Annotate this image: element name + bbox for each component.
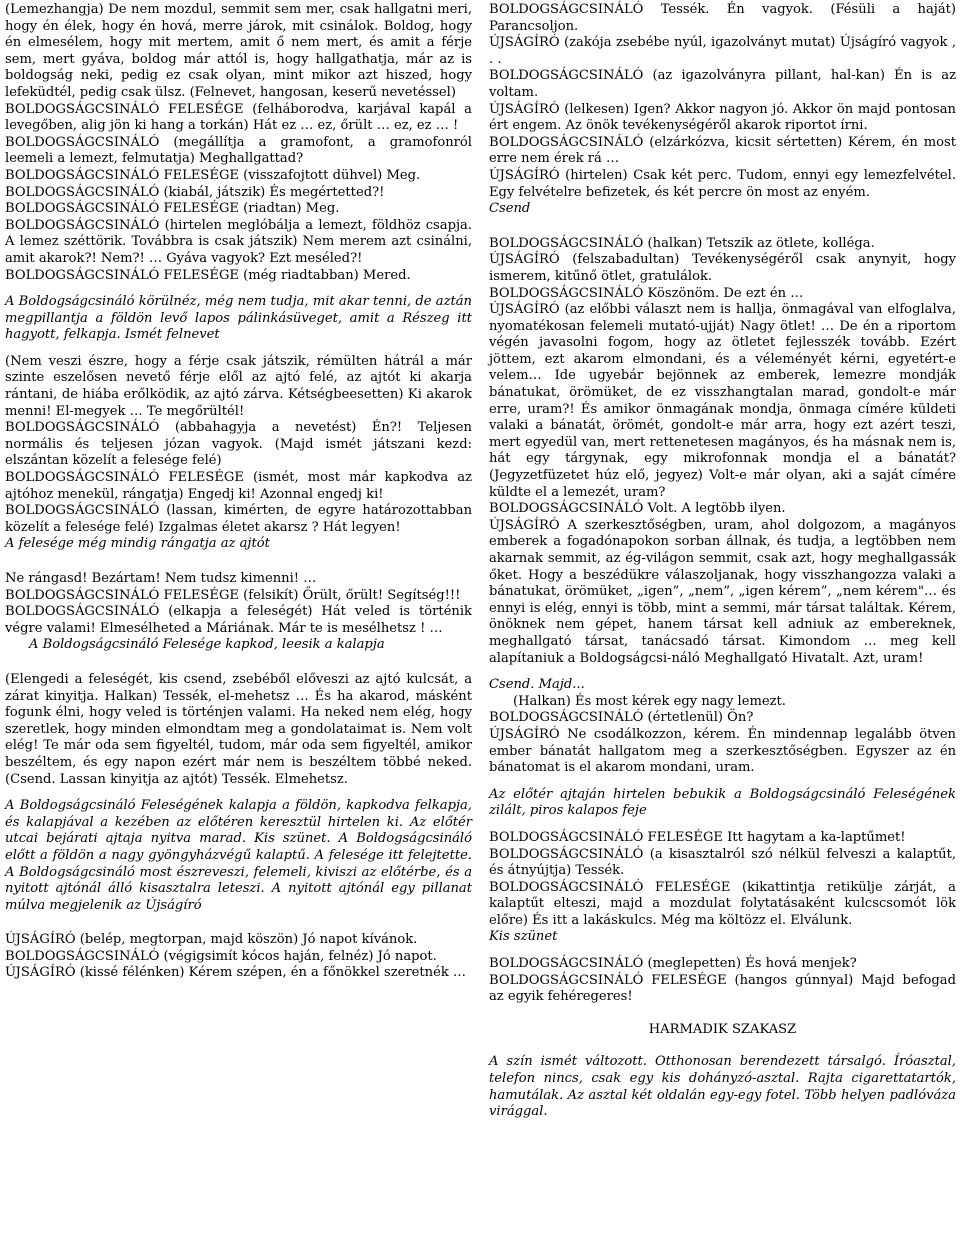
paragraph: ÚJSÁGÍRÓ (hirtelen) Csak két perc. Tudom, ennyi egy lemezfelvétel. Egy felvételre befizetek, és két percre ön most az enyém. <box>489 167 956 200</box>
paragraph: (Halkan) És most kérek egy nagy lemezt. <box>513 693 786 709</box>
paragraph: BOLDOGSÁGCSINÁLÓ (elzárkózva, kicsit sértetten) Kérem, én most erre nem érek rá … <box>489 134 956 167</box>
stage-direction: A felesége még mindig rángatja az ajtót <box>5 536 270 552</box>
paragraph: BOLDOGSÁGCSINÁLÓ FELESÉGE (visszafojtott dühvel) Meg. <box>5 167 421 183</box>
paragraph: ÚJSÁGÍRÓ (az előbbi választ nem is hallja, önmagával van elfoglalva, nyomatékosan felemeli mutató-ujját) Nagy ötlet! … De én a riportom végén javasolni fogom, hogy az ötletet fejlesszék tovább. Ezért jöttem, ezt akarom elmondani, és a véleményét kérni, egyetért-e velem… Ide ugyebár bejönnek az emberek, lemezre mondják bánatukat, örömüket, de ez visszhangtalan marad, gondolt-e már erre, uram?! És amikor önmagának mondja, önmaga címére küldeti valaki a bánatát, örömét, gondolt-e már arra, hogy ezt azért teszi, mert egyedül van, mert rettenetesen magányos, és ha másnak nem is, hát egy tárgynak, egy mikrofonnak mondja el a bánatát? (Jegyzetfüzetet húz elő, jegyez) Volt-e már olyan, aki a saját címére küldte el a lemezét, uram? <box>489 302 956 500</box>
stage-direction: A szín ismét változott. Otthonosan berendezett társalgó. Íróasztal, telefon nincs, csak egy kis dohányzó-asztal. Rajta cigarettatartók, hamutálak. Az asztal két oldalán egy-egy fotel. Több helyen padlóváza virággal. <box>489 1054 956 1120</box>
paragraph: ÚJSÁGÍRÓ (zakója zsebébe nyúl, igazolványt mutat) Újságíró vagyok , . . <box>489 35 956 67</box>
paragraph: (Nem veszi észre, hogy a férje csak játszik, rémülten hátrál a már szinte eszelősen nevető férje elől az ajtó felé, az ajtót ki akarja rántani, de hiába erőlködik, az ajtó zárva. Kétségbeesetten) Ki akarok menni! El-megyek … Te megőrültél! <box>5 353 472 419</box>
paragraph: ÚJSÁGÍRÓ (kissé félénken) Kérem szépen, én a főnökkel szeretnék … <box>5 965 467 981</box>
paragraph: ÚJSÁGÍRÓ (felszabadultan) Tevékenységéről csak anynyit, hogy ismerem, kitűnő ötlet, gratulálok. <box>489 252 956 284</box>
paragraph: BOLDOGSÁGCSINÁLÓ Volt. A legtöbb ilyen. <box>489 501 786 517</box>
paragraph: ÚJSÁGÍRÓ A szerkesztőségben, uram, ahol dolgozom, a magányos emberek a fogadónapokon sorban állnak, és tudja, a legtöbben nem akarnak semmit, az ég-világon semmit, csak azt, hogy meghallgassák őket. Hogy a beszédükre válaszoljanak, hogy visszhangozza valaki a bánatukat, örömüket, „igen”, „nem”, „igen kérem”, „nem kérem"… és ennyi is elég, ennyi is több, mint a semmi, már társat találtak. Kérem, önöknek nem gépet, hanem társat kell adniuk az embereknek, meghallgató társat, tanácsadó társat. Kimondom … meg kell alapítaniuk a Boldogságcsi-náló Meghallgató Hivatalt. Azt, uram! <box>489 517 956 666</box>
paragraph: BOLDOGSÁGCSINÁLÓ (a kisasztalról szó nélkül felveszi a kalaptűt, és átnyújtja) Tessék. <box>489 846 956 879</box>
stage-direction: A Boldogságcsináló Feleségének kalapja a földön, kapkodva felkapja, és kalapjával a kezében az előtéren keresztül hirtelen ki. Az előtér utcai bejárati ajtaja nyitva marad. Kis szünet. A Boldogságcsináló előtt a földön a nagy gyöngyházvégű kalaptű. A felesége itt felejtette. A Boldogságcsináló most észreveszi, felemeli, kiviszi az előtérbe, és a nyitott ajtónál álló kisasztalra leteszi. A nyitott ajtónál egy pillanat múlva megjelenik az Újságíró <box>5 798 472 913</box>
stage-direction: A Boldogságcsináló Felesége kapkod, leesik a kalapja <box>29 637 385 653</box>
right-column <box>489 2 956 1121</box>
paragraph: BOLDOGSÁGCSINÁLÓ FELESÉGE Itt hagytam a ka-laptűmet! <box>489 829 906 845</box>
section-heading: HARMADIK SZAKASZ <box>648 1021 797 1037</box>
stage-direction: Csend <box>489 201 531 217</box>
paragraph: BOLDOGSÁGCSINÁLÓ Tessék. Én vagyok. (Fésüli a haját) Parancsoljon. <box>489 2 956 34</box>
stage-direction: Csend. Majd... <box>489 677 585 693</box>
paragraph: BOLDOGSÁGCSINÁLÓ (megállítja a gramofont, a gramofonról leemeli a lemezt, felmutatja) Meghallgattad? <box>5 134 472 167</box>
paragraph: BOLDOGSÁGCSINÁLÓ FELESÉGE (felsikít) Őrült, őrült! Segítség!!! <box>5 587 461 603</box>
paragraph: BOLDOGSÁGCSINÁLÓ (meglepetten) És hová menjek? <box>489 956 857 972</box>
paragraph: BOLDOGSÁGCSINÁLÓ Köszönöm. De ezt én … <box>489 285 804 301</box>
paragraph: BOLDOGSÁGCSINÁLÓ FELESÉGE (kikattintja retikülje zárját, a kalaptűt elteszi, majd a mozdulat folytatásaként kulcscsomót lök előre) És itt a lakáskulcs. Még ma költözz el. Elválunk. <box>489 879 956 928</box>
stage-direction: A Boldogságcsináló körülnéz, még nem tudja, mit akar tenni, de aztán megpillantja a földön levő lapos pálinkásüveget, amit a Részeg itt hagyott, felkapja. Ismét felnevet <box>5 294 472 343</box>
paragraph: BOLDOGSÁGCSINÁLÓ (végigsimít kócos haján, felnéz) Jó napot. <box>5 948 437 964</box>
paragraph: (Lemezhangja) De nem mozdul, semmit sem mer, csak hallgatni meri, hogy én élek, hogy én hová, merre járok, mit csinálok. Boldog, hogy én elmesélem, hogy mit mertem, amit ő nem mert, és amit a férje sem, mert gyáva, boldog már attól is, hogy hallgathatja, már az is boldogság neki, pedig ez csak olyan, mint mikor azt hiszed, hogy lefeküdtél, pedig csak ülsz. (Felnevet, hangosan, keserű nevetéssel) <box>5 2 472 100</box>
paragraph: BOLDOGSÁGCSINÁLÓ FELESÉGE (ismét, most már kapkodva az ajtóhoz menekül, rángatja) Engedj ki! Azonnal engedj ki! <box>5 470 472 502</box>
left-column <box>5 2 472 982</box>
paragraph: BOLDOGSÁGCSINÁLÓ (hirtelen meglóbálja a lemezt, földhöz csapja. A lemez széttörik. Továbbra is csak játszik) Nem merem azt csinálni, amit akarok?! Nem?! … Gyáva vagyok? Ezt meséled?! <box>5 217 472 266</box>
paragraph: ÚJSÁGÍRÓ (lelkesen) Igen? Akkor nagyon jó. Akkor ön majd pontosan ért engem. Az önök tevékenységéről akarok riportot írni. <box>489 101 956 134</box>
paragraph: ÚJSÁGÍRÓ (belép, megtorpan, majd köszön) Jó napot kívánok. <box>5 932 418 948</box>
paragraph: BOLDOGSÁGCSINÁLÓ (értetlenül) Ön? <box>489 710 754 726</box>
paragraph: BOLDOGSÁGCSINÁLÓ (lassan, kimérten, de egyre határozottabban közelít a felesége felé) Izgalmas életet akarsz ? Hát legyen! <box>5 503 472 535</box>
paragraph: BOLDOGSÁGCSINÁLÓ FELESÉGE (riadtan) Meg. <box>5 201 340 217</box>
paragraph: BOLDOGSÁGCSINÁLÓ FELESÉGE (még riadtabban) Mered. <box>5 267 411 283</box>
paragraph: BOLDOGSÁGCSINÁLÓ FELESÉGE (felháborodva, karjával kapál a levegőben, alig jön ki hang a torkán) Hát ez … ez, őrült … ez, ez … ! <box>5 101 472 134</box>
paragraph: BOLDOGSÁGCSINÁLÓ (kiabál, játszik) És megértetted?! <box>5 184 385 200</box>
paragraph: BOLDOGSÁGCSINÁLÓ (halkan) Tetszik az ötlete, kolléga. <box>489 235 875 251</box>
paragraph: BOLDOGSÁGCSINÁLÓ FELESÉGE (hangos gúnnyal) Majd befogad az egyik fehéregeres! <box>489 972 956 1005</box>
paragraph: (Elengedi a feleségét, kis csend, zsebéből előveszi az ajtó kulcsát, a zárat kinyitja. Halkan) Tessék, el-mehetsz … És ha akarod, másként fogunk élni, hogy veled is történjen valami. Ha neked nem elég, hogy szeretlek, hogy minden elmondtam meg a gondolataimat is. Nem volt elég! Te már oda sem figyeltél, tudom, már oda sem figyeltél, amikor beszéltem, és egy napon ezért már nem is beszéltem többé neked. (Csend. Lassan kinyitja az ajtót) Tessék. Elmehetsz. <box>5 671 472 787</box>
stage-direction: Kis szünet <box>489 929 558 945</box>
stage-direction: Az előtér ajtaján hirtelen bebukik a Boldogságcsináló Feleségének zilált, piros kalapos feje <box>489 786 956 819</box>
paragraph: Ne rángasd! Bezártam! Nem tudsz kimenni! … <box>5 571 317 586</box>
paragraph: BOLDOGSÁGCSINÁLÓ (az igazolványra pillant, hal-kan) Én is az voltam. <box>489 68 956 100</box>
paragraph: BOLDOGSÁGCSINÁLÓ (elkapja a feleségét) Hát veled is történik végre valami! Elmesélheted a Máriának. Már te is mesélhetsz ! … <box>5 604 472 636</box>
paragraph: ÚJSÁGÍRÓ Ne csodálkozzon, kérem. Én mindennap legalább ötven ember bánatát hallgatom meg a szerkesztőségben. Egyszer az én bánatomat is el akarom mondani, uram. <box>489 726 956 776</box>
paragraph: BOLDOGSÁGCSINÁLÓ (abbahagyja a nevetést) Én?! Teljesen normális és teljesen józan vagyok. (Majd ismét játszani kezd: elszántan közelít a felesége felé) <box>5 420 472 469</box>
